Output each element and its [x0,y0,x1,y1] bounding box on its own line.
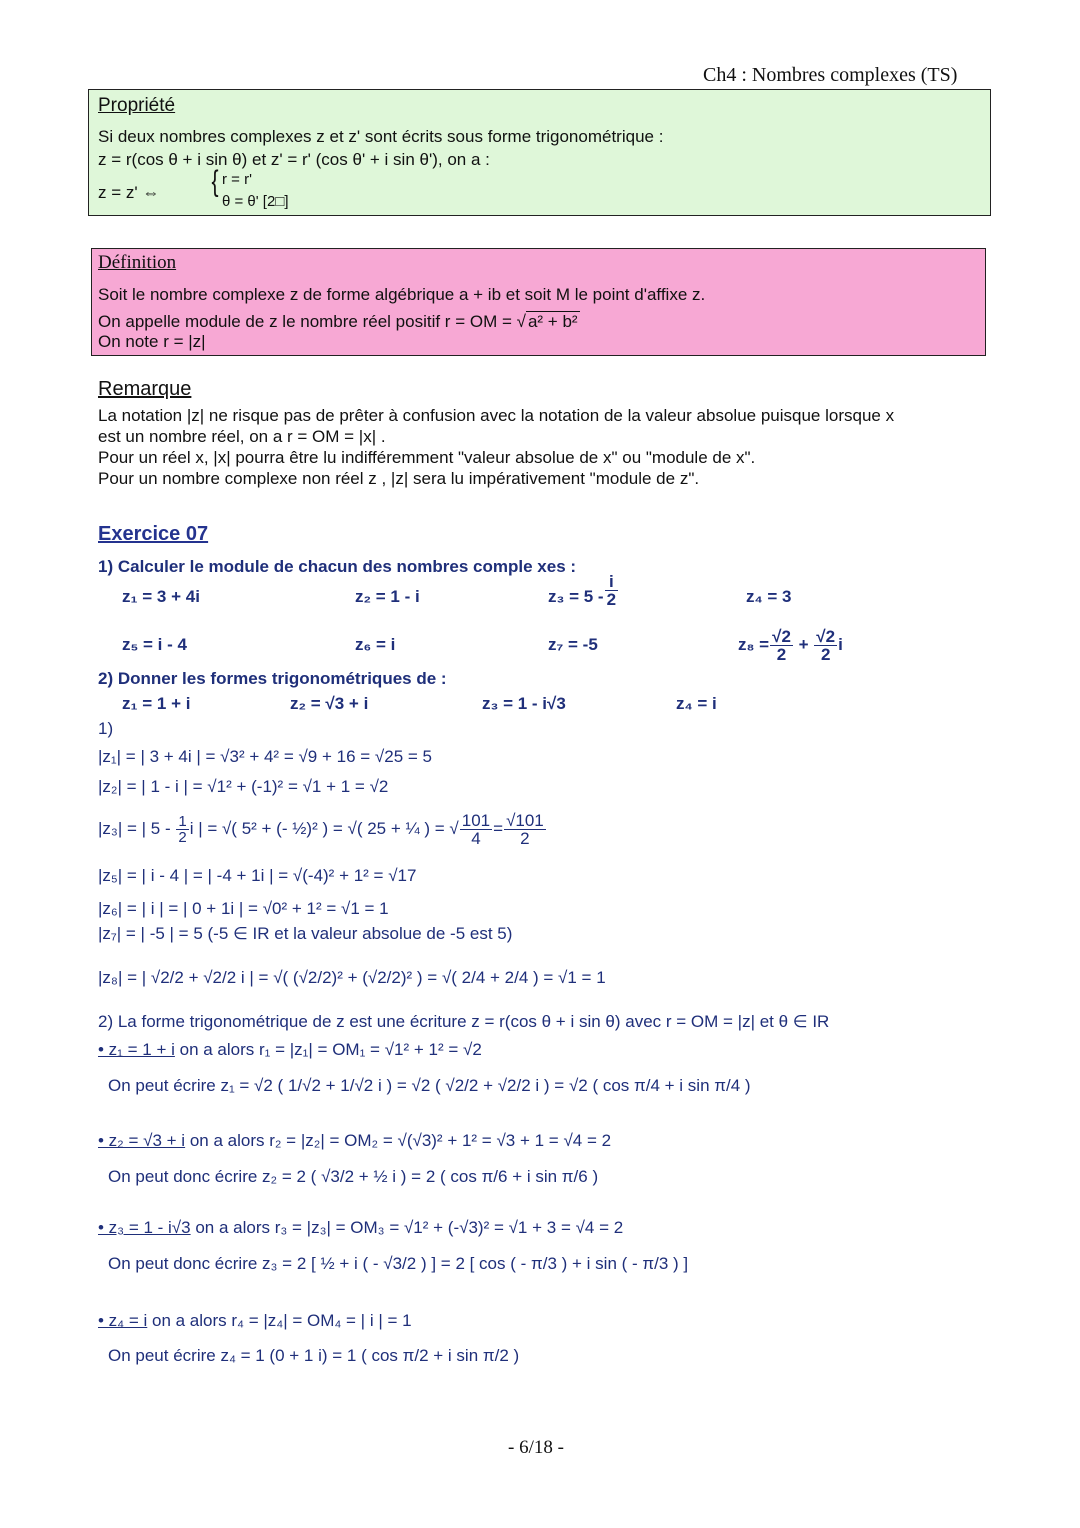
trig-z2-modulus: • z₂ = √3 + i on a alors r₂ = |z₂| = OM₂ = √(√3)² + 1² = √3 + 1 = √4 = 2 [98,1131,612,1150]
solution-part-1-label: 1) [98,719,114,738]
z2-statement: z₂ = 1 - i [355,587,420,606]
remark-line-3: Pour un réel x, |x| pourra être lu indifféremment "valeur absolue de x" ou "module de x". [98,448,756,467]
module-z8: |z₈| = | √2/2 + √2/2 i | = √( (√2/2)² + (√2/2)² ) = √( 2/4 + 2/4 ) = √1 = 1 [98,968,606,987]
module-z3: |z₃| = | 5 - $\frac{1}{2}$ i | = √( 5² + (- ½)² ) = √( 25 + ¼ ) = √ $\frac{101}{4}$ = $\frac{√101}{2}$ [98,811,544,848]
z1-statement: z₁ = 3 + 4i [122,587,200,606]
z7-statement: z₇ = -5 [548,635,598,654]
property-condition-2: θ = θ' [2□] [222,193,289,210]
module-z7: |z₇| = | -5 | = 5 (-5 ∈ IR et la valeur absolue de -5 est 5) [98,924,513,943]
t1-statement: z₁ = 1 + i [122,694,191,713]
z8-statement: z₈ = $\frac{√2}{2}$ + $\frac{√2}{2}$ i [738,627,843,664]
module-z6: |z₆| = | i | = | 0 + 1i | = √0² + 1² = √1 = 1 [98,899,389,918]
trig-form-intro: 2) La forme trigonométrique de z est une écriture z = r(cos θ + i sin θ) avec r = OM = |z| et θ ∈ IR [98,1012,830,1031]
definition-line-2: On appelle module de z le nombre réel positif r = OM = √ a² + b² [98,312,578,331]
remark-line-4: Pour un nombre complexe non réel z , |z| sera lu impérativement "module de z". [98,469,700,488]
module-z2: |z₂| = | 1 - i | = √1² + (-1)² = √1 + 1 = √2 [98,777,389,796]
exercise-title: Exercice 07 [98,523,209,545]
z6-statement: z₆ = i [355,635,396,654]
property-line-2: z = r(cos θ + i sin θ) et z' = r' (cos θ' + i sin θ'), on a : [98,150,490,169]
page-number: - 6/18 - [508,1437,564,1458]
property-equivalence: z = z' ⇔ [98,183,160,202]
exercise-question-1: 1) Calculer le module de chacun des nombres comple xes : [98,557,577,576]
module-z1: |z₁| = | 3 + 4i | = √3² + 4² = √9 + 16 = √25 = 5 [98,747,432,766]
remark-line-1: La notation |z| ne risque pas de prêter à confusion avec la notation de la valeur absolue puisque lorsque x [98,406,895,425]
trig-z1-form: On peut écrire z₁ = √2 ( 1/√2 + 1/√2 i ) = √2 ( √2/2 + √2/2 i ) = √2 ( cos π/4 + i sin π/4 ) [108,1076,751,1095]
trig-z4-form: On peut écrire z₄ = 1 (0 + 1 i) = 1 ( cos π/2 + i sin π/2 ) [108,1346,520,1365]
t3-statement: z₃ = 1 - i√3 [482,694,566,713]
property-line-1: Si deux nombres complexes z et z' sont écrits sous forme trigonométrique : [98,127,664,146]
property-condition-1: r = r' [222,171,252,188]
definition-line-3: On note r = |z| [98,332,206,351]
z5-statement: z₅ = i - 4 [122,635,187,654]
z3-statement: z₃ = 5 - $\frac{i}{2}$ [548,572,617,610]
trig-z2-form: On peut donc écrire z₂ = 2 ( √3/2 + ½ i ) = 2 ( cos π/6 + i sin π/6 ) [108,1167,599,1186]
trig-z3-modulus: • z₃ = 1 - i√3 on a alors r₃ = |z₃| = OM₃ = √1² + (-√3)² = √1 + 3 = √4 = 2 [98,1218,624,1237]
t4-statement: z₄ = i [676,694,717,713]
t2-statement: z₂ = √3 + i [290,694,369,713]
z4-statement: z₄ = 3 [746,587,792,606]
property-title: Propriété [98,95,176,116]
remark-line-2: est un nombre réel, on a r = OM = |x| . [98,427,386,446]
definition-line-1: Soit le nombre complexe z de forme algébrique a + ib et soit M le point d'affixe z. [98,285,706,304]
definition-title: Définition [98,252,177,273]
brace-icon: { [211,165,219,198]
page-header: Ch4 : Nombres complexes (TS) [703,64,958,86]
trig-z4-modulus: • z₄ = i on a alors r₄ = |z₄| = OM₄ = | i | = 1 [98,1311,412,1330]
exercise-question-2: 2) Donner les formes trigonométriques de : [98,669,447,688]
module-z5: |z₅| = | i - 4 | = | -4 + 1i | = √(-4)² + 1² = √17 [98,866,417,885]
trig-z1-modulus: • z₁ = 1 + i on a alors r₁ = |z₁| = OM₁ = √1² + 1² = √2 [98,1040,482,1059]
trig-z3-form: On peut donc écrire z₃ = 2 [ ½ + i ( - √3/2 ) ] = 2 [ cos ( - π/3 ) + i sin ( - π/3 ) ] [108,1254,689,1273]
remark-title: Remarque [98,378,192,400]
